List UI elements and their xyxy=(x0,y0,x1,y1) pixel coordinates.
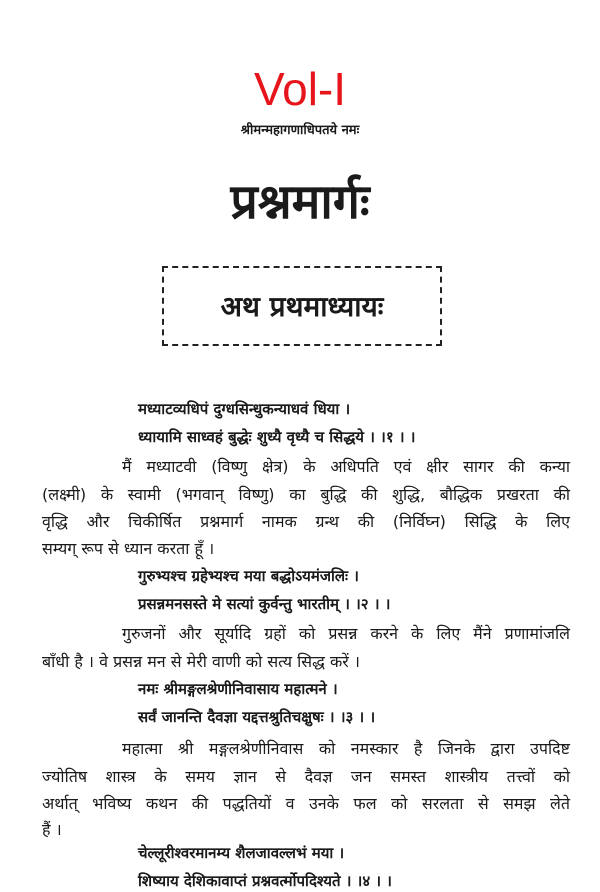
verse-line: नमः श्रीमङ्गलश्रेणीनिवासाय महात्मने । xyxy=(138,680,338,698)
verse-line: गुरुभ्यश्च ग्रहेभ्यश्च मया बद्धोऽयमंजलिः । xyxy=(138,567,359,585)
paragraph-line: ज्योतिष शास्त्र के समय ज्ञान से दैवज्ञ जन समस्त शास्त्रीय तत्त्वों को xyxy=(42,767,570,786)
paragraph-line: महात्मा श्री मङ्गलश्रेणीनिवास को नमस्कार है जिनके द्वारा उपदिष्ट xyxy=(122,739,570,758)
volume-label: Vol-I xyxy=(253,63,347,115)
verse-line: सर्वं जानन्ति दैवज्ञा यद्दत्तश्रुतिचक्षुषः । ।३ । । xyxy=(138,708,376,726)
paragraph-line: सम्यग् रूप से ध्यान करता हूँ । xyxy=(42,539,215,558)
verse-line: मध्याटव्यधिपं दुग्धसिन्धुकन्याधवं धिया । xyxy=(138,400,351,418)
paragraph-line: गुरुजनों और सूर्यादि ग्रहों को प्रसन्न करने के लिए मैंने प्रणामांजलि xyxy=(122,624,570,643)
paragraph-line: वृद्धि और चिकीर्षित प्रश्नमार्ग नामक ग्रन्थ की (निर्विघ्न) सिद्धि के लिए xyxy=(42,512,570,531)
verse-line: ध्यायामि साध्वहं बुद्धेः शुध्यै वृध्यै च सिद्धये । ।१ । । xyxy=(138,428,416,446)
paragraph-line: हैं । xyxy=(42,820,62,839)
verse-line: प्रसन्नमनसस्ते मे सत्यां कुर्वन्तु भारतीम् । ।२ । । xyxy=(138,595,391,613)
paragraph-line: (लक्ष्मी) के स्वामी (भगवान् विष्णु) का बुद्धि की शुद्धि, बौद्धिक प्रखरता की xyxy=(42,485,570,504)
paragraph-line: अर्थात् भविष्य कथन की पद्धतियों व उनके फल को सरलता से समझ लेते xyxy=(42,794,570,813)
invocation: श्रीमन्महागणाधिपतये नमः xyxy=(240,123,360,138)
verse-line: शिष्याय देशिकावाप्तं प्रश्नवर्त्मोपदिश्यते । ।४ । । xyxy=(138,872,392,890)
verse-line: चेल्लूरीश्वरमानम्य शैलजावल्लभं मया । xyxy=(138,844,345,862)
paragraph-line: मैं मध्याटवी (विष्णु क्षेत्र) के अधिपति एवं क्षीर सागर की कन्या xyxy=(122,457,570,476)
page-title: प्रश्नमार्गः xyxy=(230,174,370,230)
chapter-heading-box xyxy=(162,266,442,346)
chapter-heading: अथ प्रथमाध्यायः xyxy=(220,290,384,323)
paragraph-line: बाँधी है । वे प्रसन्न मन से मेरी वाणी को सत्य सिद्ध करें । xyxy=(42,652,360,671)
